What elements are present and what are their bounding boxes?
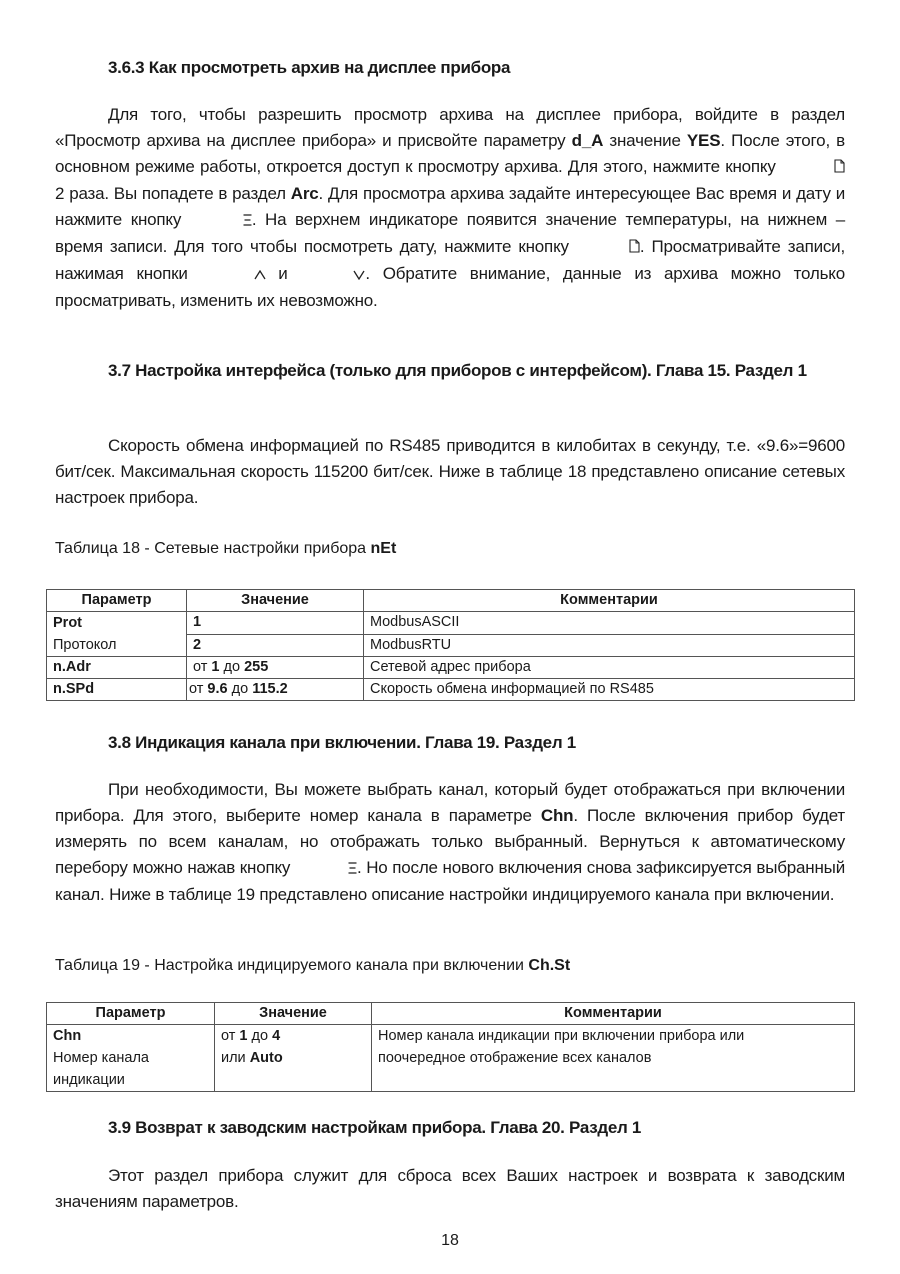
comment-line: Номер канала индикации при включении прибора или: [378, 1028, 745, 1044]
value-cell: [187, 634, 364, 657]
heading-3-7: 3.7 Настройка интерфейса (только для приборов с интерфейсом). Глава 15. Раздел 1: [108, 361, 807, 380]
text: от: [189, 681, 208, 697]
param-cell: [47, 1025, 215, 1092]
value-cell: [187, 612, 364, 635]
up-chevron-icon: [201, 262, 266, 288]
table-18-caption: [55, 540, 396, 558]
param-name: Протокол: [53, 637, 117, 653]
text: При необходимости, Вы можете выбрать канал, который будет отображаться при включении прибора. Для этого, выберите номер канала в параметре: [55, 780, 845, 825]
table-channel-indication: [46, 1002, 855, 1092]
table-row: [47, 679, 855, 701]
section-arc: Arc: [290, 184, 319, 203]
param-code: Chn: [53, 1028, 82, 1044]
paragraph-interface: Скорость обмена информацией по RS485 приводится в килобитах в секунду, т.е. «9.6»=9600 бит/сек. Максимальная скорость 115200 бит/сек. Ниже в таблице 18 представлено описание сетевых настроек прибора.: [55, 436, 845, 507]
header-parameter: Параметр: [47, 1003, 215, 1025]
comment-cell: ModbusASCII: [364, 612, 855, 635]
heading-3-8: 3.8 Индикация канала при включении. Глава 19. Раздел 1: [108, 733, 576, 752]
text: до: [227, 681, 253, 697]
text: Для того, чтобы разрешить просмотр архива на дисплее прибора, войдите в раздел «Просмотр архива на дисплее прибора» и присвойте параметру: [55, 105, 845, 150]
paragraph-archive-view: [55, 102, 845, 314]
value-yes: YES: [686, 131, 721, 150]
param-cell: [47, 679, 187, 701]
value-cell: [187, 679, 364, 701]
text: . После этого, в основном режиме работы, откроется доступ к просмотру архива. Для этого, нажмите кнопку: [55, 131, 845, 176]
value: 1: [193, 614, 202, 630]
comment-line: поочередное отображение всех каналов: [378, 1050, 652, 1066]
param-name: индикации: [53, 1072, 125, 1088]
text: до: [219, 659, 245, 675]
text: 2 раза. Вы попадете в раздел: [55, 184, 291, 203]
table-row: [47, 1025, 855, 1092]
table-header-row: [47, 1003, 855, 1025]
text: . На верхнем индикаторе появится значение температуры, на нижнем – время записи. Для того чтобы посмотреть дату, нажмите кнопку: [55, 210, 846, 256]
caption-code: Ch.St: [528, 957, 571, 974]
value-auto: Auto: [249, 1050, 283, 1066]
value-cell: [215, 1025, 372, 1092]
text: . Просматривайте записи, нажимая кнопки: [55, 237, 845, 283]
header-value: Значение: [215, 1003, 372, 1025]
param-code: n.Adr: [53, 659, 91, 675]
param-code: Prot: [53, 615, 82, 631]
caption-code: nEt: [370, 540, 397, 557]
value-min: 1: [211, 659, 220, 675]
text: от: [193, 659, 212, 675]
table-19-caption: [55, 957, 570, 975]
page-icon: [576, 235, 640, 261]
header-parameter: Параметр: [47, 590, 187, 612]
param-cell: [47, 657, 187, 679]
comment-cell: ModbusRTU: [364, 634, 855, 657]
value-min: 9.6: [207, 681, 228, 697]
table-row: [47, 657, 855, 679]
text: . Для просмотра архива задайте интересующее Вас время и дату и нажмите кнопку: [55, 184, 845, 229]
header-value: Значение: [187, 590, 364, 612]
paragraph-factory-reset: Этот раздел прибора служит для сброса всех Ваших настроек и возврата к заводским значениям параметров.: [55, 1166, 845, 1211]
down-chevron-icon: [300, 262, 365, 288]
param-d-a: d_A: [571, 131, 604, 150]
heading-3-9: 3.9 Возврат к заводским настройкам прибора. Глава 20. Раздел 1: [108, 1118, 642, 1137]
text: . После включения прибор будет измерять по всем каналам, но отображать только выбранный. Вернуться к автоматическому перебору можно нажав кнопку: [55, 806, 845, 877]
caption-text: Таблица 19 - Настройка индицируемого канала при включении: [55, 957, 529, 974]
text: от: [221, 1028, 240, 1044]
param-name: Номер канала: [53, 1050, 149, 1066]
param-code: n.SPd: [53, 681, 95, 697]
text: или: [221, 1050, 250, 1066]
value-min: 1: [239, 1028, 248, 1044]
value: 2: [193, 636, 202, 653]
value-max: 115.2: [252, 681, 288, 697]
text: до: [247, 1028, 273, 1044]
value-max: 255: [244, 659, 269, 675]
text: . Обратите внимание, данные из архива можно только просматривать, изменить их невозможно.: [55, 264, 845, 310]
comment-cell: [372, 1025, 855, 1092]
param-prot-cell: [47, 612, 187, 657]
text: и: [265, 264, 301, 283]
table-row: [47, 612, 855, 635]
value-max: 4: [272, 1028, 281, 1044]
xi-icon: [295, 856, 357, 882]
param-chn: Chn: [540, 806, 574, 825]
value-cell: [187, 657, 364, 679]
text: значение: [603, 131, 687, 150]
page-icon: [781, 155, 845, 181]
page-number: 18: [441, 1232, 459, 1249]
caption-text: Таблица 18 - Сетевые настройки прибора: [55, 540, 371, 557]
comment-cell: Скорость обмена информацией по RS485: [364, 679, 855, 701]
comment-cell: Сетевой адрес прибора: [364, 657, 855, 679]
heading-3-6-3: 3.6.3 Как просмотреть архив на дисплее прибора: [108, 58, 511, 77]
xi-icon: [190, 208, 252, 234]
table-network-settings: [46, 589, 855, 701]
header-comments: Комментарии: [372, 1003, 855, 1025]
paragraph-channel-indication: [55, 777, 845, 908]
header-comments: Комментарии: [364, 590, 855, 612]
table-header-row: [47, 590, 855, 612]
text: . Но после нового включения снова зафиксируется выбранный канал. Ниже в таблице 19 представлено описание настройки индицируемого канала при включении.: [55, 858, 845, 904]
